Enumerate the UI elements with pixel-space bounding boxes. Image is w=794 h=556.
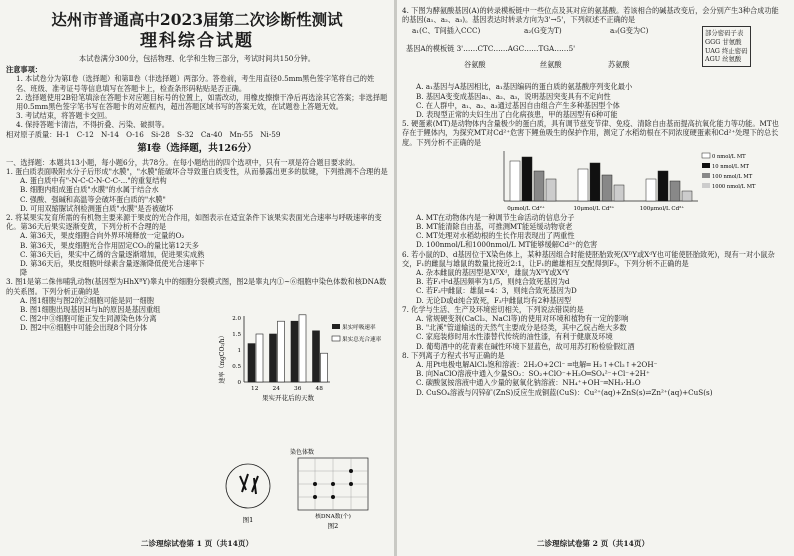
q2-bar: [248, 344, 255, 382]
q7-option-a: A. 常规硬变剂(CaCl₂、NaCl等)的使用对环境和植物有一定的影响: [416, 314, 629, 324]
legend-respiration: 果实呼吸速率: [342, 325, 376, 331]
q3-figures: [218, 446, 386, 532]
q5-bar: [510, 161, 520, 201]
codon-row-3: AGU 丝氨酸: [705, 55, 742, 64]
fig1-label: 图1: [242, 516, 254, 524]
q3-option-b: B. 图1细胞出现基因H与h的原因是基因重组: [20, 305, 161, 315]
legend-swatch-respiration: [332, 324, 340, 329]
q1-option-d: D. 可用双缩脲试剂检测蛋白质"水膜"是否被破坏: [20, 203, 174, 213]
page-1-footer: 二诊理综试卷第 1 页（共14页）: [140, 538, 254, 548]
section-note: 一、选择题：本题共13小题，每小题6分，共78分。在每小题给出的四个选项中，只有一项是符合题目要求的。: [6, 157, 360, 167]
q6-option-d: D. 无论D或d纯合致死，F₂中雌鼠均有2种基因型: [416, 295, 572, 305]
q5-legend-2: 10 nmol/L MT: [712, 163, 749, 170]
q5-bar: [590, 163, 600, 201]
q2-option-d: D. 第36天后，果皮细胞叶绿素含量逐渐降低使光合速率下降: [20, 259, 205, 278]
q2-xtick: 48: [315, 386, 323, 392]
exam-subtitle: 理科综合试题: [140, 31, 254, 51]
note-3: 3. 考试结束，将答题卡交回。: [16, 111, 112, 121]
q3-option-c: C. 图2中③细胞可能正发生同源染色体分离: [20, 314, 157, 324]
q2-bar: [321, 353, 328, 382]
q2-ytick: 1: [237, 348, 241, 354]
q2-ytick: 0.5: [232, 364, 241, 370]
q4-label-a2: a₂(G变为T): [524, 26, 562, 36]
q5-bar-chart: [498, 147, 784, 213]
q4-aa-1: 谷氨酸: [464, 60, 486, 70]
q5-legend-3: 100 nmol/L MT: [712, 173, 753, 180]
page-fold: [394, 0, 397, 556]
q2-bar: [291, 321, 298, 382]
q7-option-c: C. 家庭装修时用水性漆替代传统的油性漆，有利于健康及环境: [416, 332, 613, 342]
q6-option-b: B. 若F₁中d基因频率为1/5，则纯合致死基因为d: [416, 277, 570, 287]
q2-xtick: 24: [272, 386, 280, 392]
q1-option-b: B. 细胞内组成蛋白质"水膜"的水属于结合水: [20, 185, 159, 195]
question-7: 7. 化学与生活、生产及环境密切相关，下列说法错误的是: [402, 304, 584, 314]
q8-option-c: C. 碳酸氢铵溶液中通入少量的氨氧化钠溶液：NH₄⁺+OH⁻═NH₃·H₂O: [416, 378, 641, 388]
page-2: [402, 6, 784, 550]
q2-option-c: C. 第36天后，果实中乙烯的含量逐渐增加，促进果实成熟: [20, 249, 205, 259]
codon-table-title: 部分密码子表: [705, 29, 744, 38]
legend-swatch-photosynthesis: [332, 336, 340, 341]
codon-table: [702, 26, 751, 66]
q4-strand: 基因A的模板链 3'……CTC……AGC……TGA……5': [406, 44, 576, 54]
note-1: 1. 本试卷分为第Ⅰ卷（选择题）和第Ⅱ卷（非选择题）两部分。答卷前，考生用直径0.5mm黑色签字笔将自己的姓名、班级、准考证号等信息填写在答题卡上，检查条形码粘贴是否正确。: [16, 74, 375, 93]
q2-ytick: 0: [237, 380, 241, 386]
q1-option-c: C. 强酸、强碱和高温等会破坏蛋白质的"水膜": [20, 194, 166, 204]
q5-bar: [682, 191, 692, 201]
question-4: 4. 下图为酵氨酸基因(A)的转录模板链中一些位点及其对应的氨基酸。若该相合的碱基改变后，会分别产生3种合成功能的基因(a₁、a₂、a₃)。基因表达时转录方向为3'→5'，下列叙述不正确的是: [402, 6, 779, 25]
q6-option-a: A. 杂本雌鼠的基因型是XᴰXᵈ，雄鼠为XᴰY或XᵈY: [416, 268, 570, 278]
atomic-masses: 相对原子质量：H-1 C-12 N-14 O-16 Si-28 S-32 Ca-40 Mn-55 Ni-59: [6, 129, 281, 139]
q5-legend-4: 1000 nmol/L MT: [712, 183, 756, 190]
codon-row-2: UAG 终止密码: [705, 46, 748, 55]
q3-option-d: D. 图2中⑥细胞中可能会出现8个同分体: [20, 323, 148, 333]
question-5: 5. 硬蛋素(MT)是动物体内含量极少的蛋白质，具有调节兹变节律、免疫、清除自由基而提高抗氧化能力等功能。MT也存在于鲤体内，为探究MT对Cd²⁺危害下鲤鱼吸生的保护作用，测定了水稻幼根在不同浓度硬蛋素和Cd²⁺处理下的总长度。下列分析不正确的是: [402, 119, 779, 147]
q5-cat-2: 10μmol/L Cd²⁺: [573, 205, 615, 212]
q5-bar: [578, 169, 588, 201]
fig2-title: 染色体数: [290, 449, 315, 456]
q2-bar: [270, 334, 277, 382]
q3-option-a: A. 图1细胞与图2的②细胞可能是同一细胞: [20, 295, 154, 305]
page-1: [6, 6, 388, 550]
q7-option-b: B. "北溪"管道输送的天然气主要成分是烃类，其中乙烷占绝大多数: [416, 323, 627, 333]
section-heading: 第Ⅰ卷（选择题，共126分）: [137, 142, 257, 154]
q5-option-c: C. MT处理对水稻幼根的生长作用表现出了两重性: [416, 231, 575, 241]
q5-bar: [658, 171, 668, 201]
q5-option-b: B. MT能清除自由基，可推测MT能延缓动物衰老: [416, 222, 573, 232]
question-1: 1. 蛋白质表面吸附水分子后形成"水膜"，"水膜"能破坏合导致蛋白质变性，从而暴露出更多的肽键，下列推测不合理的是: [6, 167, 388, 177]
q5-bar: [646, 179, 656, 201]
question-3: 3. 图1是第二侏伟哺乳动物(基因型为HhXᴮY)睾丸中的细胞分裂模式图，图2是睾丸内①~⑥细胞中染色体数和核DNA数的关系图。下列分析正确的是: [6, 277, 387, 296]
q5-cat-3: 100μmol/L Cd²⁺: [639, 205, 685, 212]
q4-option-c: C. 在人群中，a₁、a₂、a₃通过基因自由组合产生多种基因型个体: [416, 100, 620, 110]
q2-bar-chart: [218, 308, 386, 404]
q2-option-a: A. 第36天，果皮细胞合向外界环境释放一定量的O₂: [20, 231, 185, 241]
note-2: 2. 选择题使用2B铅笔填涂在答题卡对应题目标号的位置上，如需改动，用橡皮擦擦干净后再选涂其它答案；非选择题用0.5mm黑色签字笔书写在答题卡的对应框内，超出答题区域书写的答案无效，在试题卷上答题无效。: [16, 92, 388, 112]
q2-ytick: 2.0: [232, 316, 241, 322]
q2-xtick: 36: [294, 386, 302, 392]
q8-option-d: D. CuSO₄溶液与闪锌矿(ZnS)反应生成铜蓝(CuS)：Cu²⁺(aq)+ZnS(s)⇌Zn²⁺(aq)+CuS(s): [416, 387, 713, 397]
q6-option-c: C. 若F₂中雌鼠：雄鼠=4：3，则纯合致死基因为D: [416, 286, 577, 296]
question-6: 6. 若小鼠的D、d基因位于X染色体上，某种基因组合时能使胚胎致死(XᴰY或XᵈY也可能使胚胎致死)，现有一对小鼠杂交，F₁的雌鼠与雄鼠的数量比接近2:1，让F₁的雌雄相互交配得到F₂，下列分析不正确的是: [402, 249, 775, 268]
q2-chart-xlabel: 果实开花后的天数: [262, 394, 314, 402]
q8-option-b: B. 向NaClO溶液中通入少量SO₂：SO₂+ClO⁻+H₂O═SO₄²⁻+Cl⁻+2H⁺: [416, 369, 650, 379]
q1-option-a: A. 蛋白质中有"-N-C-C-N-C-C-..."的重复结构: [20, 176, 167, 186]
q2-bar: [278, 321, 285, 382]
q4-figure: [402, 24, 784, 82]
notes-heading: 注意事项：: [6, 65, 42, 75]
q7-option-d: D. 葡萄酒中的花青素在碱性环境下显蓝色，故可用苏打粉检验假红酒: [416, 341, 635, 351]
q4-aa-3: 苏氨酸: [608, 60, 630, 70]
q2-chart-ylabel: 速率（mgCO₂/h）: [219, 332, 226, 384]
q2-bar: [313, 331, 320, 382]
q2-bar: [299, 315, 306, 382]
fig2-label: 图2: [327, 522, 339, 530]
page-2-footer: 二诊理综试卷第 2 页（共14页）: [536, 538, 650, 548]
q5-bar: [534, 171, 544, 201]
note-4: 4. 保持答题卡清洁，不得折叠、污染、破损等。: [16, 120, 169, 130]
q4-option-d: D. 表现型正常的夫妇生出了白化病孩患，甲的基因型有6种可能: [416, 110, 618, 120]
q4-option-b: B. 基因A变变成基因a₁、a₂、a₃，说明基因突变具有不定向性: [416, 91, 611, 101]
q4-option-a: A. a₁基因与A基因相比，a₁基因编码的蛋白质的氨基酸序列变化最小: [416, 82, 633, 92]
q4-label-a1: a₁(C、T间插入CCC): [412, 26, 481, 36]
q4-label-a3: a₃(G变为C): [610, 26, 649, 36]
exam-meta: 本试卷满分300分，包括物理、化学和生物三部分，考试时间共150分钟。: [79, 54, 315, 63]
q5-option-a: A. MT在动物体内是一种调节生命活动的信息分子: [416, 212, 575, 222]
q8-option-a: A. 用Pt电极电解AlCl₃饱和溶液：2H₂O+2Cl⁻ ═电解═ H₂↑+Cl₂↑+2OH⁻: [416, 360, 658, 370]
q5-bar: [602, 175, 612, 201]
q2-bar: [256, 334, 263, 382]
q4-aa-2: 丝氨酸: [540, 60, 562, 70]
q5-legend-1: 0 nmol/L MT: [712, 153, 746, 160]
q5-bar: [614, 185, 624, 201]
question-8: 8. 下列离子方程式书写正确的是: [402, 350, 505, 360]
q5-cat-1: 0μmol/L Cd²⁺: [507, 205, 545, 212]
q2-ytick: 1.5: [232, 332, 241, 338]
q2-xtick: 12: [251, 386, 259, 392]
fig2-xlabel: 核DNA数(个): [315, 514, 351, 520]
question-2: 2. 将某果实发育所需的有机物主要来源于果皮的光合作用，如图表示在适宜条件下该果实表面光合速率与呼吸速率的变化。第36天后果实逐渐变黄，下列分析不合理的是: [6, 213, 382, 232]
codon-row-1: GGG 甘氨酸: [705, 38, 742, 46]
exam-title: 达州市普通高中2023届第二次诊断性测试: [51, 10, 343, 29]
q5-bar: [522, 157, 532, 201]
q2-option-b: B. 第36天，果皮细胞光合作用固定CO₂的量比第12天多: [20, 240, 199, 250]
q5-bar: [670, 181, 680, 201]
q5-bar: [546, 179, 556, 201]
q5-option-d: D. 100nmol/L和1000nmol/L MT能够缓解Cd²⁺的危害: [416, 240, 598, 250]
legend-photosynthesis: 果实总光合速率: [342, 337, 382, 343]
